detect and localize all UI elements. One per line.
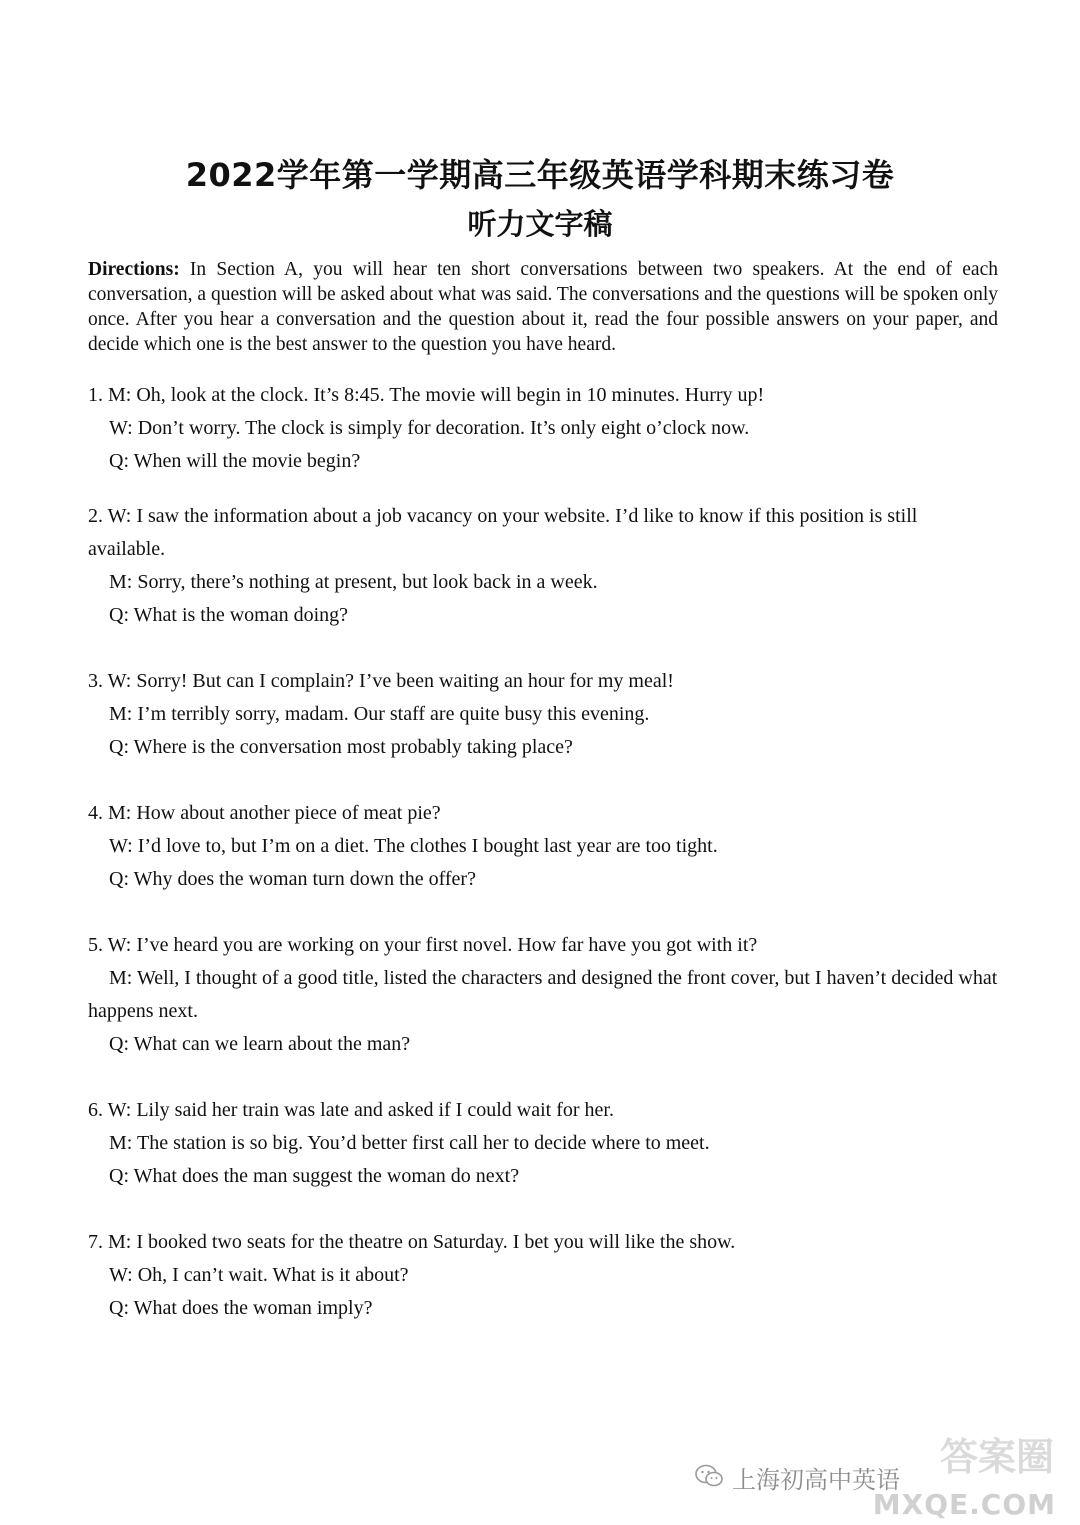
conversation-2 bbox=[88, 500, 998, 632]
directions-text: In Section A, you will hear ten short conversations between two speakers. At the end of each conversation, a question will be asked about what was said. The conversations and the questions will be spoken only once. After you hear a conversation and the question about it, read the four possible answers on your paper, and decide which one is the best answer to the question you have heard. bbox=[88, 259, 998, 355]
conversation-question: Q: When will the movie begin? bbox=[109, 450, 361, 472]
conversation-7 bbox=[88, 1226, 998, 1325]
conversation-question: Q: Why does the woman turn down the offer? bbox=[109, 868, 476, 890]
conversation-line: W: Don’t worry. The clock is simply for decoration. It’s only eight o’clock now. bbox=[109, 417, 750, 439]
conversation-line: 3. W: Sorry! But can I complain? I’ve been waiting an hour for my meal! bbox=[88, 670, 674, 692]
conversation-3 bbox=[88, 665, 998, 764]
conversation-line: W: Oh, I can’t wait. What is it about? bbox=[109, 1264, 409, 1286]
conversation-line: M: The station is so big. You’d better first call her to decide where to meet. bbox=[109, 1132, 710, 1154]
watermark-logo: 答案圈 bbox=[939, 1435, 1054, 1479]
watermark-site: MXQE.COM bbox=[872, 1488, 1056, 1521]
conversation-question: Q: What does the woman imply? bbox=[109, 1297, 373, 1319]
conversation-4 bbox=[88, 797, 998, 896]
conversation-question: Q: What is the woman doing? bbox=[109, 604, 349, 626]
watermark-account bbox=[694, 1460, 900, 1495]
conversation-line: M: I’m terribly sorry, madam. Our staff are quite busy this evening. bbox=[109, 703, 650, 725]
conversation-line: M: Well, I thought of a good title, listed the characters and designed the front cover, but I haven’t decided what happens next. bbox=[88, 967, 998, 1022]
conversation-line: 1. M: Oh, look at the clock. It’s 8:45. The movie will begin in 10 minutes. Hurry up! bbox=[88, 384, 765, 406]
conversation-5 bbox=[88, 929, 998, 1061]
conversation-line: 5. W: I’ve heard you are working on your first novel. How far have you got with it? bbox=[88, 934, 758, 956]
conversation-line: M: Sorry, there’s nothing at present, but look back in a week. bbox=[109, 571, 598, 593]
watermark-account-name: 上海初高中英语 bbox=[732, 1466, 900, 1494]
document-title: 2022学年第一学期高三年级英语学科期末练习卷 bbox=[185, 156, 895, 194]
conversation-question: Q: Where is the conversation most probably taking place? bbox=[109, 736, 573, 758]
conversation-line: 7. M: I booked two seats for the theatre on Saturday. I bet you will like the show. bbox=[88, 1231, 736, 1253]
conversation-6 bbox=[88, 1094, 998, 1193]
conversation-question: Q: What does the man suggest the woman do next? bbox=[109, 1165, 520, 1187]
directions-label: Directions: bbox=[88, 259, 180, 280]
conversation-line: W: I’d love to, but I’m on a diet. The clothes I bought last year are too tight. bbox=[109, 835, 718, 857]
wechat-icon bbox=[694, 1463, 724, 1493]
conversation-1 bbox=[88, 379, 998, 478]
document-subtitle: 听力文字稿 bbox=[467, 207, 613, 241]
conversation-line: 4. M: How about another piece of meat pie? bbox=[88, 802, 441, 824]
conversation-question: Q: What can we learn about the man? bbox=[109, 1033, 411, 1055]
conversation-line: 2. W: I saw the information about a job vacancy on your website. I’d like to know if this position is still available. bbox=[88, 505, 918, 560]
conversation-line: 6. W: Lily said her train was late and asked if I could wait for her. bbox=[88, 1099, 614, 1121]
directions-paragraph bbox=[88, 257, 998, 357]
